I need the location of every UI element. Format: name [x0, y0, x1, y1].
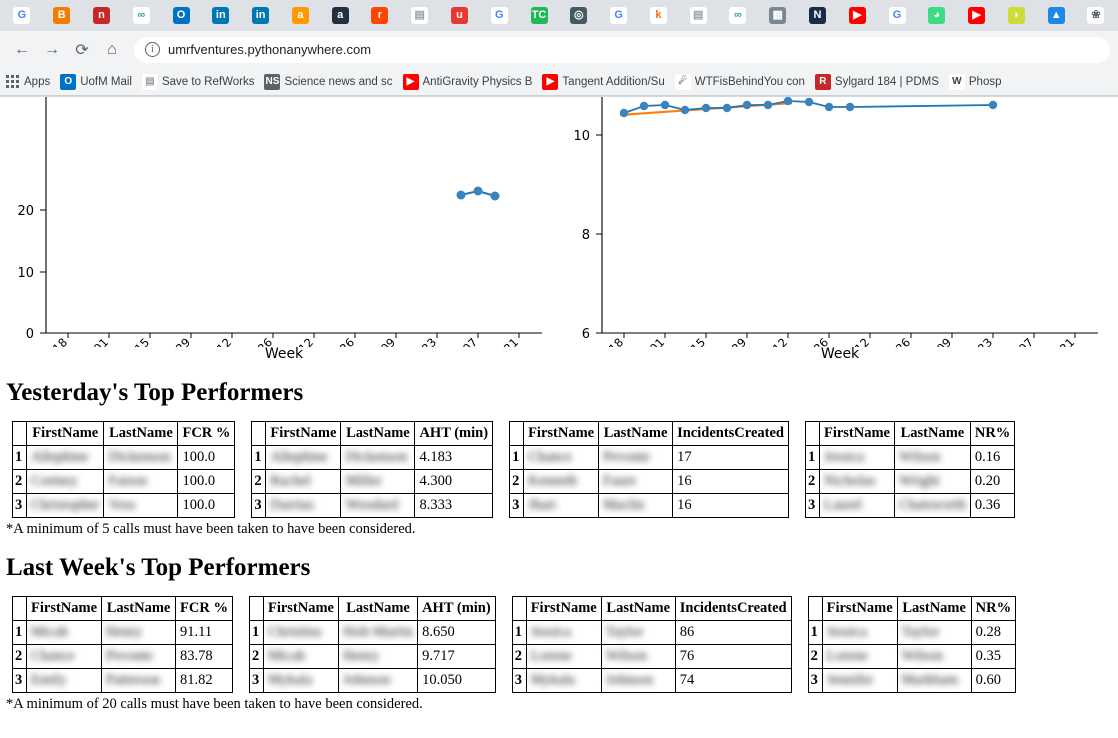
google-tab-3[interactable] [599, 0, 639, 31]
favicon-icon: ◗ [1008, 7, 1025, 24]
row-index: 3 [13, 494, 27, 518]
table-row [252, 470, 493, 494]
bookmark-favicon-icon: W [949, 74, 965, 90]
table-cell: 4.300 [415, 470, 493, 494]
outlook-tab[interactable] [161, 0, 201, 31]
lastweek-note: *A minimum of 20 calls must have been taken to have been considered. [6, 696, 423, 712]
column-header: LastName [599, 422, 673, 446]
table-cell: Johnson [601, 669, 675, 693]
youtube-tab-2[interactable] [957, 0, 997, 31]
address-bar-url: umrfventures.pythonanywhere.com [168, 42, 372, 57]
table-cell: Wilson [601, 645, 675, 669]
row-index: 3 [808, 669, 822, 693]
favicon-icon: B [53, 7, 70, 24]
table-cell: 74 [675, 669, 791, 693]
table-cell: Chance [524, 446, 599, 470]
app-tab[interactable] [559, 0, 599, 31]
home-icon[interactable]: ⌂ [107, 40, 117, 58]
bookmark-favicon-icon: ▶ [403, 74, 419, 90]
table-cell: Taylor [897, 621, 971, 645]
row-index: 3 [512, 669, 526, 693]
row-index: 1 [252, 446, 266, 470]
column-header: NR% [971, 597, 1015, 621]
table-row [13, 446, 235, 470]
table-row [13, 669, 233, 693]
bookmark-label: UofM Mail [80, 75, 132, 88]
column-header: IncidentsCreated [675, 597, 791, 621]
teamcity-tab[interactable] [519, 0, 559, 31]
column-header: AHT (min) [418, 597, 496, 621]
svg-text:0: 0 [25, 327, 34, 342]
google-tab-4[interactable] [877, 0, 917, 31]
table-cell: Jessica [526, 621, 601, 645]
infinity-tab-2[interactable] [718, 0, 758, 31]
bookmark-label: Tangent Addition/Su [562, 75, 665, 88]
favicon-icon: a [332, 7, 349, 24]
table-cell: Markham [897, 669, 971, 693]
table-cell: Allephine [27, 446, 104, 470]
table-cell: Nicholas [819, 470, 894, 494]
left-chart-xlabel: Week [264, 346, 304, 362]
bookmark-sylgard-184[interactable] [815, 74, 939, 90]
row-index: 1 [805, 446, 819, 470]
table-cell: 17 [673, 446, 789, 470]
column-header: LastName [339, 597, 418, 621]
favicon-icon: r [371, 7, 388, 24]
row-index: 1 [808, 621, 822, 645]
sheets-tab[interactable] [758, 0, 798, 31]
yesterday-incidents-table [509, 421, 789, 518]
browser-toolbar [0, 31, 1118, 68]
favicon-icon: G [889, 7, 906, 24]
row-index: 3 [805, 494, 819, 518]
browser-chrome [0, 0, 1118, 97]
table-cell: Wright [895, 470, 971, 494]
bookmark-uofm-mail[interactable] [60, 74, 132, 90]
favicon-icon: n [93, 7, 110, 24]
bookmark-favicon-icon: O [60, 74, 76, 90]
table-cell: Mykala [263, 669, 338, 693]
table-cell: Henry [102, 621, 176, 645]
svg-text:10: 10 [17, 266, 34, 281]
yesterday-note: *A minimum of 5 calls must have been taken to have been considered. [6, 521, 416, 537]
table-row [249, 621, 495, 645]
column-header [13, 422, 27, 446]
reload-icon[interactable]: ⟳ [75, 41, 89, 59]
favicon-icon: G [491, 7, 508, 24]
bookmark-label: Save to RefWorks [161, 75, 255, 88]
column-header: AHT (min) [415, 422, 493, 446]
table-cell: Voss [104, 494, 178, 518]
table-cell: Woodard [341, 494, 415, 518]
table-cell: 0.60 [971, 669, 1015, 693]
table-row [805, 446, 1014, 470]
table-cell: Micah [263, 645, 338, 669]
table-cell: 8.650 [418, 621, 496, 645]
table-row [512, 669, 791, 693]
column-header: FirstName [263, 597, 338, 621]
bookmark-science-news[interactable] [264, 74, 392, 90]
favicon-icon: TC [531, 7, 548, 24]
favicon-icon: a [292, 7, 309, 24]
favicon-icon: ▶ [849, 7, 866, 24]
table-row [13, 470, 235, 494]
table-cell: Rachel [266, 470, 341, 494]
table-row [512, 621, 791, 645]
table-cell: Allephine [266, 446, 341, 470]
bookmark-label: Apps [24, 75, 51, 88]
favicon-icon: O [173, 7, 190, 24]
favicon-icon: N [809, 7, 826, 24]
bookmark-apps[interactable] [6, 75, 50, 88]
table-header-row [252, 422, 493, 446]
column-header: FCR % [176, 597, 233, 621]
charts-row [0, 97, 1118, 347]
bookmark-label: AntiGravity Physics B [422, 75, 533, 88]
table-cell: 8.333 [415, 494, 493, 518]
table-cell: 76 [675, 645, 791, 669]
table-cell: 91.11 [176, 621, 233, 645]
android-tab[interactable] [917, 0, 957, 31]
table-header-row [249, 597, 495, 621]
row-index: 1 [510, 446, 524, 470]
row-index: 1 [512, 621, 526, 645]
bookmark-phosphor[interactable] [949, 74, 1002, 90]
column-header [512, 597, 526, 621]
table-cell: 16 [673, 470, 789, 494]
favicon-icon: in [252, 7, 269, 24]
table-row [510, 446, 789, 470]
right-chart-xlabel: Week [820, 346, 860, 362]
left-chart-svg [6, 97, 562, 347]
column-header: NR% [970, 422, 1014, 446]
column-header: FirstName [27, 422, 104, 446]
uhc-tab[interactable] [440, 0, 480, 31]
bookmark-favicon-icon: ☄ [675, 74, 691, 90]
right-chart-svg [562, 97, 1118, 347]
table-cell: 4.183 [415, 446, 493, 470]
linkedin-tab-2[interactable] [241, 0, 281, 31]
table-row [252, 446, 493, 470]
svg-text:2017-12-18 [13, 335, 70, 347]
infinity-tab[interactable] [121, 0, 161, 31]
amazon-tab-2[interactable] [320, 0, 360, 31]
table-cell: 0.35 [971, 645, 1015, 669]
table-cell: 0.28 [971, 621, 1015, 645]
table-row [510, 494, 789, 518]
tab-strip [0, 0, 1118, 31]
table-cell: Miller [341, 470, 415, 494]
favicon-icon: u [451, 7, 468, 24]
row-index: 2 [252, 470, 266, 494]
chart-axis-labels [0, 345, 1118, 363]
bookmark-favicon-icon: ▤ [142, 74, 158, 90]
right-chart [562, 97, 1118, 347]
table-cell: 16 [673, 494, 789, 518]
bookmark-label: Sylgard 184 | PDMS [834, 75, 939, 88]
nyt-tab[interactable] [82, 0, 122, 31]
favicon-icon: G [13, 7, 30, 24]
table-cell: 10.050 [418, 669, 496, 693]
svg-text:8: 8 [581, 228, 590, 243]
table-cell: Jessica [822, 621, 897, 645]
kayak-tab[interactable] [639, 0, 679, 31]
apps-grid-icon [6, 75, 19, 88]
table-cell: Christopher [27, 494, 104, 518]
table-header-row [805, 422, 1014, 446]
document-tab-2[interactable] [678, 0, 718, 31]
favicon-icon: ▦ [769, 7, 786, 24]
table-cell: Patterson [102, 669, 176, 693]
table-header-row [13, 422, 235, 446]
favicon-icon: ◎ [570, 7, 587, 24]
table-cell: Mykala [526, 669, 601, 693]
column-header [808, 597, 822, 621]
yesterday-fcr-table [12, 421, 235, 518]
table-row [808, 645, 1015, 669]
table-header-row [808, 597, 1015, 621]
column-header: FirstName [526, 597, 601, 621]
yesterday-nr-table [805, 421, 1015, 518]
table-cell: 81.82 [176, 669, 233, 693]
table-cell: Pevonte [599, 446, 673, 470]
row-index: 2 [13, 470, 27, 494]
bookmarks-bar [0, 68, 1118, 96]
row-index: 1 [13, 446, 27, 470]
document-tab[interactable] [400, 0, 440, 31]
linkedin-tab[interactable] [201, 0, 241, 31]
column-header: LastName [102, 597, 176, 621]
spiral-tab[interactable] [1076, 0, 1116, 31]
column-header [805, 422, 819, 446]
svg-text:10: 10 [573, 129, 590, 144]
favicon-icon: in [212, 7, 229, 24]
table-cell: Wilson [895, 446, 971, 470]
bookmark-favicon-icon: ▶ [542, 74, 558, 90]
favicon-icon: G [610, 7, 627, 24]
table-row [13, 645, 233, 669]
yesterday-aht-table [251, 421, 493, 518]
table-cell: Emily [27, 669, 102, 693]
svg-text:2017-12-18 [569, 335, 626, 347]
column-header: FirstName [266, 422, 341, 446]
row-index: 2 [249, 645, 263, 669]
column-header: LastName [104, 422, 178, 446]
column-header: LastName [895, 422, 971, 446]
favicon-icon: ▶ [968, 7, 985, 24]
favicon-icon: ▤ [690, 7, 707, 24]
lastweek-incidents-table [512, 596, 792, 693]
column-header: FirstName [27, 597, 102, 621]
lastweek-nr-table [808, 596, 1016, 693]
table-header-row [512, 597, 791, 621]
table-cell: Darrius [266, 494, 341, 518]
yesterday-heading: Yesterday's Top Performers [6, 379, 304, 406]
bookmark-favicon-icon: R [815, 74, 831, 90]
bookmark-save-to-refworks[interactable] [142, 74, 254, 90]
row-index: 3 [249, 669, 263, 693]
forward-icon[interactable]: → [44, 40, 60, 58]
table-cell: Kenneth [524, 470, 599, 494]
table-cell: Christina [263, 621, 338, 645]
netsuite-tab[interactable] [798, 0, 838, 31]
table-cell: Faison [104, 470, 178, 494]
reddit-tab[interactable] [360, 0, 400, 31]
blogger-tab[interactable] [42, 0, 82, 31]
site-info-icon[interactable]: i [145, 42, 160, 57]
table-cell: 100.0 [178, 446, 235, 470]
column-header [13, 597, 27, 621]
favicon-icon: ∞ [133, 7, 150, 24]
svg-text:20: 20 [17, 204, 34, 219]
table-row [512, 645, 791, 669]
column-header: IncidentsCreated [673, 422, 789, 446]
bookmark-favicon-icon: NS [264, 74, 280, 90]
svg-text:6: 6 [581, 327, 590, 342]
row-index: 1 [13, 621, 27, 645]
row-index: 2 [512, 645, 526, 669]
google-tab[interactable] [2, 0, 42, 31]
lastweek-aht-table [249, 596, 496, 693]
table-cell: 100.0 [178, 470, 235, 494]
row-index: 3 [13, 669, 27, 693]
lastweek-fcr-table [12, 596, 233, 693]
table-cell: Jennifer [822, 669, 897, 693]
column-header: LastName [341, 422, 415, 446]
bookmark-label: WTFisBehindYou con [694, 75, 805, 88]
table-row [249, 645, 495, 669]
table-row [510, 470, 789, 494]
table-cell: Laurel [819, 494, 894, 518]
lastweek-tables [0, 596, 1118, 693]
table-cell: 9.717 [418, 645, 496, 669]
table-cell: Chatsworth [895, 494, 971, 518]
table-cell: 0.36 [970, 494, 1014, 518]
table-cell: 100.0 [178, 494, 235, 518]
column-header [252, 422, 266, 446]
google-tab-2[interactable] [479, 0, 519, 31]
row-index: 1 [249, 621, 263, 645]
table-header-row [13, 597, 233, 621]
leaf-tab[interactable] [997, 0, 1037, 31]
bookmark-tangent-addition[interactable] [542, 74, 664, 90]
column-header: LastName [897, 597, 971, 621]
favicon-icon: ▲ [1048, 7, 1065, 24]
bookmark-label: Phosp [968, 75, 1002, 88]
table-cell: 83.78 [176, 645, 233, 669]
yesterday-tables [0, 421, 1118, 518]
table-cell: Pevonte [102, 645, 176, 669]
left-chart [6, 97, 562, 347]
row-index: 3 [252, 494, 266, 518]
row-index: 2 [13, 645, 27, 669]
table-cell: Holt-Martin [339, 621, 418, 645]
table-row [805, 494, 1014, 518]
table-cell: Maclin [599, 494, 673, 518]
column-header: FCR % [178, 422, 235, 446]
column-header: FirstName [822, 597, 897, 621]
table-row [13, 494, 235, 518]
bookmark-antigravity-physics[interactable] [403, 74, 533, 90]
table-cell: Chance [27, 645, 102, 669]
youtube-tab[interactable] [837, 0, 877, 31]
column-header [510, 422, 524, 446]
amazon-tab[interactable] [280, 0, 320, 31]
column-header [249, 597, 263, 621]
lastweek-heading: Last Week's Top Performers [6, 554, 311, 581]
row-index: 2 [805, 470, 819, 494]
table-row [808, 621, 1015, 645]
table-cell: Taylor [601, 621, 675, 645]
table-cell: Jhari [524, 494, 599, 518]
table-row [808, 669, 1015, 693]
table-row [805, 470, 1014, 494]
table-cell: Wilson [897, 645, 971, 669]
drive-tab[interactable] [1036, 0, 1076, 31]
address-bar[interactable] [134, 37, 1110, 63]
row-index: 2 [808, 645, 822, 669]
table-row [249, 669, 495, 693]
table-cell: 0.20 [970, 470, 1014, 494]
table-cell: Lorene [822, 645, 897, 669]
table-cell: Johnson [339, 669, 418, 693]
favicon-icon: ❀ [1087, 7, 1104, 24]
column-header: FirstName [819, 422, 894, 446]
back-icon[interactable]: ← [14, 40, 30, 58]
table-cell: Faure [599, 470, 673, 494]
page-content [0, 97, 1118, 738]
table-row [13, 621, 233, 645]
table-cell: Micah [27, 621, 102, 645]
table-cell: Jessica [819, 446, 894, 470]
table-cell: Lorene [526, 645, 601, 669]
table-header-row [510, 422, 789, 446]
table-cell: 0.16 [970, 446, 1014, 470]
bookmark-label: Science news and sc [284, 75, 393, 88]
column-header: FirstName [524, 422, 599, 446]
column-header: LastName [601, 597, 675, 621]
row-index: 2 [510, 470, 524, 494]
favicon-icon: ∞ [729, 7, 746, 24]
bookmark-wtfisbehindyou[interactable] [675, 74, 805, 90]
row-index: 3 [510, 494, 524, 518]
table-cell: 86 [675, 621, 791, 645]
favicon-icon: ◕ [928, 7, 945, 24]
table-cell: Cortney [27, 470, 104, 494]
table-row [252, 494, 493, 518]
favicon-icon: ▤ [411, 7, 428, 24]
table-cell: Henry [339, 645, 418, 669]
table-cell: Dickenson [341, 446, 415, 470]
favicon-icon: k [650, 7, 667, 24]
table-cell: Dickenson [104, 446, 178, 470]
